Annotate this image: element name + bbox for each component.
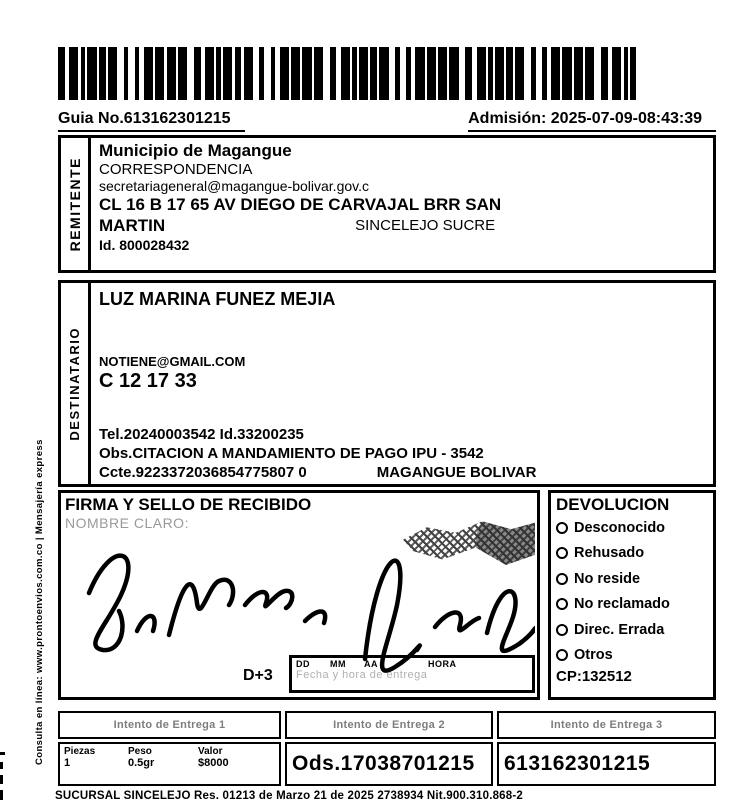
devolution-option-no-reside <box>556 566 708 592</box>
scan-artifact <box>0 762 3 769</box>
radio-icon <box>556 598 568 610</box>
recipient-obs: Obs.CITACION A MANDAMIENTO DE PAGO IPU - 3542 <box>99 445 484 462</box>
signature-title: FIRMA Y SELLO DE RECIBIDO <box>65 495 312 514</box>
guia-number-bottom: 613162301215 <box>504 752 651 775</box>
attempt-header-1 <box>58 711 281 739</box>
option-label: No reclamado <box>574 596 670 613</box>
admission-timestamp: Admisión: 2025-07-09-08:43:39 <box>468 110 716 132</box>
option-label: Desconocido <box>574 519 666 536</box>
package-info-cell <box>58 742 281 786</box>
recipient-section-label: DESTINATARIO <box>67 326 82 441</box>
option-label: No reside <box>574 570 641 587</box>
date-col-hora: HORA <box>428 659 457 669</box>
devolution-option-rehusado <box>556 541 708 567</box>
radio-icon <box>556 573 568 585</box>
attempt-header-2 <box>285 711 493 739</box>
recipient-tel-id: Tel.20240003542 Id.33200235 <box>99 426 304 443</box>
devolution-option-otros <box>556 643 708 669</box>
date-col-mm: MM <box>330 659 346 669</box>
radio-icon <box>556 624 568 636</box>
radio-icon <box>556 547 568 559</box>
pieces-label: Piezas <box>64 746 96 757</box>
radio-icon <box>556 522 568 534</box>
guia-cell <box>497 742 716 786</box>
barcode <box>58 47 636 100</box>
recipient-city: MAGANGUE BOLIVAR <box>376 464 537 481</box>
sender-section-label: REMITENTE <box>66 156 83 252</box>
recipient-rail <box>61 283 91 484</box>
date-col-aa: AA <box>364 659 378 669</box>
attempt-header-label: Intento de Entrega 1 <box>113 719 226 731</box>
value-value: $8000 <box>198 757 229 769</box>
sender-address-line2: MARTIN <box>99 216 166 235</box>
value-label: Valor <box>198 746 223 757</box>
devolution-box <box>548 490 716 700</box>
guia-admission-line <box>58 110 716 132</box>
attempt-header-label: Intento de Entrega 3 <box>550 719 663 731</box>
clear-name-label: NOMBRE CLARO: <box>65 515 189 531</box>
option-label: Otros <box>574 647 613 664</box>
ods-cell <box>285 742 493 786</box>
attempt-header-label: Intento de Entrega 2 <box>333 719 445 731</box>
delivery-date-box <box>289 655 535 693</box>
option-label: Rehusado <box>574 545 645 562</box>
devolution-option-direc-errada <box>556 617 708 643</box>
ods-number: Ods.17038701215 <box>292 752 475 775</box>
d3-label: D+3 <box>243 667 273 684</box>
date-box-caption: Fecha y hora de entrega <box>296 669 428 681</box>
recipient-ccte: Ccte.9223372036854775807 0 <box>99 464 307 481</box>
footer-line: SUCURSAL SINCELEJO Res. 01213 de Marzo 21 de 2025 2738934 Nit.900.310.868-2 <box>55 790 523 802</box>
date-col-dd: DD <box>296 659 310 669</box>
sender-id: Id. 800028432 <box>99 237 190 253</box>
side-caption: Consulta en línea: www.prontoenvios.com.co | Mensajería express <box>34 439 45 765</box>
recipient-address: C 12 17 33 <box>99 370 197 392</box>
sender-department: CORRESPONDENCIA <box>99 161 253 178</box>
sender-rail <box>61 138 91 270</box>
radio-icon <box>556 649 568 661</box>
scan-artifact <box>0 790 3 800</box>
devolution-option-desconocido <box>556 515 708 541</box>
recipient-name: LUZ MARINA FUNEZ MEJIA <box>99 289 336 309</box>
option-label: Direc. Errada <box>574 621 665 638</box>
scan-artifact <box>0 752 5 755</box>
signature-box <box>58 490 540 700</box>
weight-label: Peso <box>128 746 152 757</box>
scan-artifact <box>0 775 3 784</box>
recipient-box <box>58 280 716 487</box>
weight-value: 0.5gr <box>128 757 155 769</box>
recipient-email: NOTIENE@GMAIL.COM <box>99 354 246 369</box>
sender-name: Municipio de Magangue <box>99 141 292 160</box>
sender-email: secretariageneral@magangue-bolivar.gov.c <box>99 178 369 194</box>
devolution-cp: CP:132512 <box>556 668 632 685</box>
pieces-value: 1 <box>64 757 71 769</box>
guia-number: Guia No.613162301215 <box>58 110 245 132</box>
sender-box <box>58 135 716 273</box>
devolution-option-no-reclamado <box>556 592 708 618</box>
sender-city: SINCELEJO SUCRE <box>355 217 496 234</box>
attempt-header-3 <box>497 711 716 739</box>
sender-address-line1: CL 16 B 17 65 AV DIEGO DE CARVAJAL BRR SAN <box>99 195 502 214</box>
devolution-title: DEVOLUCION <box>556 495 670 514</box>
